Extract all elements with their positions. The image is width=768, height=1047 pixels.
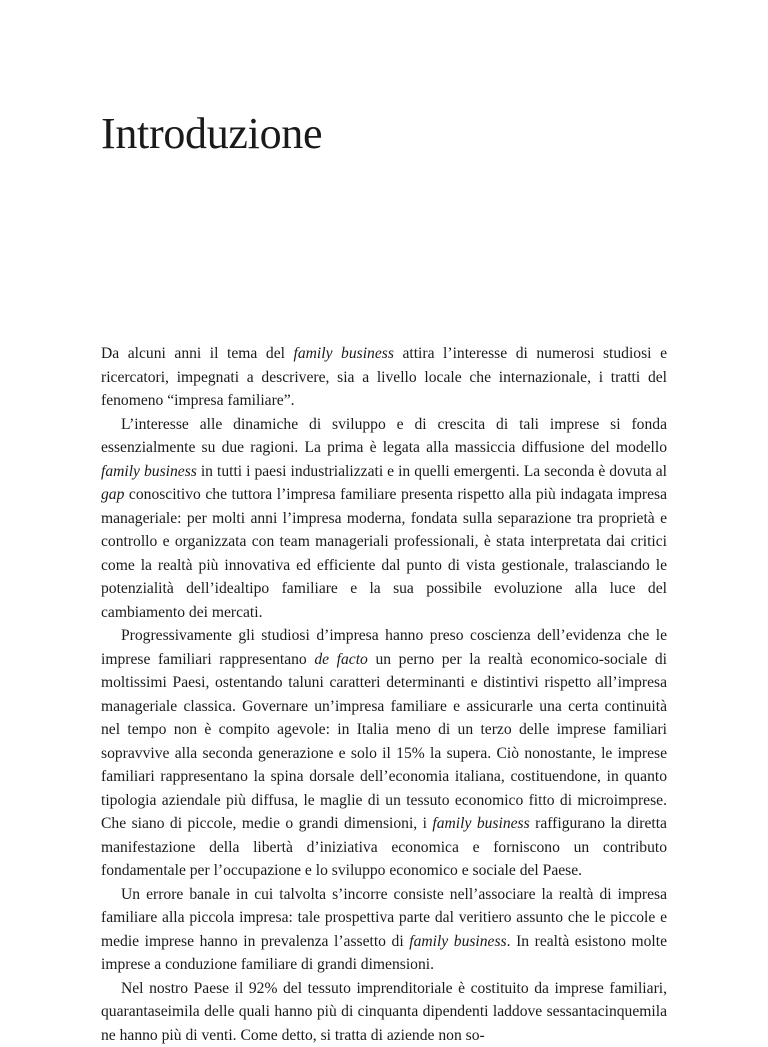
italic-term: family business xyxy=(432,815,529,832)
italic-term: family business xyxy=(101,463,197,480)
body-text xyxy=(101,342,667,1047)
text-run: . In realtà esistono molte imprese a conduzione familiare di grandi dimensioni. xyxy=(101,933,667,974)
chapter-title: Introduzione xyxy=(101,110,322,158)
text-run: raffigurano la diretta manifestazione della libertà d’iniziativa economica e forniscono un contributo fondamentale per l’occupazione e lo sviluppo economico e sociale del Paese. xyxy=(101,815,667,879)
text-run: conoscitivo che tuttora l’impresa familiare presenta rispetto alla più indagata impresa manageriale: per molti anni l’impresa moderna, fondata sulla separazione tra proprietà e controllo e organizzata con team manageriali professionali, è stata interpretata dai critici come la realtà più innovativa ed efficiente dal punto di vista gestionale, tralasciando le potenzialità dell’idealtipo familiare e la sua possibile evoluzione alla luce del cambiamento dei mercati. xyxy=(101,486,667,621)
text-run: Un errore banale in cui talvolta s’incorre consiste nell’associare la realtà di impresa familiare alla piccola impresa: tale prospettiva parte dal veritiero assunto che le piccole e medie imprese hanno in prevalenza l’assetto di xyxy=(101,886,667,950)
paragraph xyxy=(101,342,667,413)
text-run: attira l’interesse di numerosi studiosi e ricercatori, impegnati a descrivere, sia a livello locale che internazionale, i tratti del fenomeno “impresa familiare”. xyxy=(101,345,667,409)
italic-term: gap xyxy=(101,486,124,503)
text-run: Da alcuni anni il tema del xyxy=(101,345,294,362)
paragraph xyxy=(101,624,667,883)
text-run: Progressivamente gli studiosi d’impresa hanno preso coscienza dell’evidenza che le imprese familiari rappresentano xyxy=(101,627,667,668)
text-run: L’interesse alle dinamiche di sviluppo e di crescita di tali imprese si fonda essenzialmente su due ragioni. La prima è legata alla massiccia diffusione del modello xyxy=(101,416,667,457)
text-run: un perno per la realtà economico-sociale di moltissimi Paesi, ostentando taluni caratteri determinanti e distintivi rispetto all’impresa manageriale classica. Governare un’impresa familiare e assicurarle una certa continuità nel tempo non è compito agevole: in Italia meno di un terzo delle imprese familiari sopravvive alla seconda generazione e solo il 15% la supera. Ciò nonostante, le imprese familiari rappresentano la spina dorsale dell’economia italiana, costituendone, in quanto tipologia aziendale più diffusa, le maglie di un tessuto economico fitto di microimprese. Che siano di piccole, medie o grandi dimensioni, i xyxy=(101,651,667,833)
italic-term: de facto xyxy=(314,651,368,668)
text-run: Nel nostro Paese il 92% del tessuto imprenditoriale è costituito da imprese familiari, quarantaseimila delle quali hanno più di cinquanta dipendenti laddove sessantacinquemila ne hanno più di venti. Come detto, si tratta di aziende non so- xyxy=(101,980,667,1044)
italic-term: family business xyxy=(294,345,394,362)
text-run: in tutti i paesi industrializzati e in quelli emergenti. La seconda è dovuta al xyxy=(197,463,667,480)
paragraph xyxy=(101,977,667,1047)
paragraph xyxy=(101,413,667,625)
italic-term: family business xyxy=(409,933,506,950)
paragraph xyxy=(101,883,667,977)
